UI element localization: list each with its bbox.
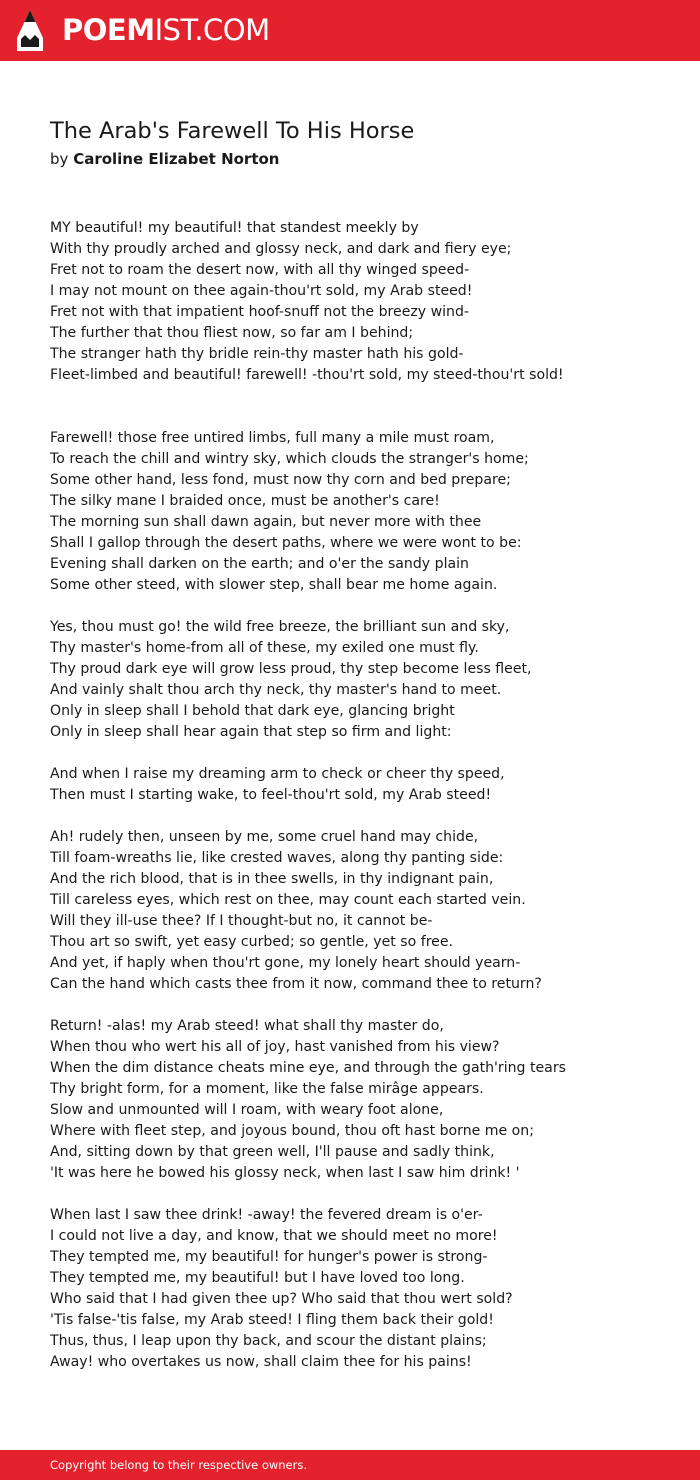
poem-line: Thy bright form, for a moment, like the false mirâge appears.: [50, 1081, 484, 1097]
stanza: [50, 764, 690, 806]
by-label: by: [50, 150, 69, 168]
site-logo[interactable]: [62, 12, 270, 48]
poem-line: Yes, thou must go! the wild free breeze, the brilliant sun and sky,: [50, 619, 510, 635]
poem-line: When thou who wert his all of joy, hast vanished from his view?: [50, 1039, 500, 1055]
stanza-gap: [50, 995, 690, 1016]
stanza-gap: [50, 743, 690, 764]
poem-line: And, sitting down by that green well, I'll pause and sadly think,: [50, 1144, 495, 1160]
poem-line: Will they ill-use thee? If I thought-but no, it cannot be-: [50, 913, 433, 929]
copyright-notice: Copyright belong to their respective owners.: [50, 1458, 308, 1472]
poem-line: Away! who overtakes us now, shall claim thee for his pains!: [50, 1354, 472, 1370]
site-header: [0, 0, 700, 61]
poem-line: Thou art so swift, yet easy curbed; so gentle, yet so free.: [50, 934, 453, 950]
stanza-gap: [50, 806, 690, 827]
poem-line: Till foam-wreaths lie, like crested waves, along thy panting side:: [50, 850, 504, 866]
stanza-gap: [50, 596, 690, 617]
poem-line: Fret not with that impatient hoof-snuff not the breezy wind-: [50, 304, 469, 320]
poem-line: Till careless eyes, which rest on thee, may count each started vein.: [50, 892, 526, 908]
poem-line: 'It was here he bowed his glossy neck, when last I saw him drink! ': [50, 1165, 520, 1181]
logo-light-text: IST.COM: [154, 13, 270, 47]
poem-line: Can the hand which casts thee from it now, command thee to return?: [50, 976, 542, 992]
poem-line: The silky mane I braided once, must be another's care!: [50, 493, 440, 509]
poem-line: Then must I starting wake, to feel-thou'rt sold, my Arab steed!: [50, 787, 492, 803]
stanza-gap: [50, 386, 690, 428]
poem-line: And vainly shalt thou arch thy neck, thy master's hand to meet.: [50, 682, 502, 698]
poem-line: Evening shall darken on the earth; and o'er the sandy plain: [50, 556, 469, 572]
poem-line: They tempted me, my beautiful! but I have loved too long.: [50, 1270, 465, 1286]
author-name[interactable]: Caroline Elizabet Norton: [73, 150, 280, 168]
poem-line: Thy master's home-from all of these, my exiled one must fly.: [50, 640, 479, 656]
poem-line: Some other steed, with slower step, shall bear me home again.: [50, 577, 498, 593]
poem-line: The further that thou fliest now, so far am I behind;: [50, 325, 414, 341]
poem-line: Shall I gallop through the desert paths, where we were wont to be:: [50, 535, 522, 551]
poem-line: When last I saw thee drink! -away! the fevered dream is o'er-: [50, 1207, 483, 1223]
poem-line: I may not mount on thee again-thou'rt sold, my Arab steed!: [50, 283, 473, 299]
poem-line: Return! -alas! my Arab steed! what shall thy master do,: [50, 1018, 444, 1034]
poem-line: Only in sleep shall I behold that dark eye, glancing bright: [50, 703, 455, 719]
poem-title: The Arab's Farewell To His Horse: [50, 118, 415, 144]
poem-line: The stranger hath thy bridle rein-thy master hath his gold-: [50, 346, 464, 362]
byline: [50, 148, 279, 170]
poem-line: Ah! rudely then, unseen by me, some cruel hand may chide,: [50, 829, 479, 845]
poem-line: And when I raise my dreaming arm to check or cheer thy speed,: [50, 766, 505, 782]
stanza: [50, 428, 690, 596]
poem-line: They tempted me, my beautiful! for hunger's power is strong-: [50, 1249, 488, 1265]
poem-line: And the rich blood, that is in thee swells, in thy indignant pain,: [50, 871, 494, 887]
poem-line: Thus, thus, I leap upon thy back, and scour the distant plains;: [50, 1333, 487, 1349]
poem-line: Fret not to roam the desert now, with all thy winged speed-: [50, 262, 470, 278]
poem-line: Only in sleep shall hear again that step so firm and light:: [50, 724, 452, 740]
poem-line: The morning sun shall dawn again, but never more with thee: [50, 514, 482, 530]
poem-line: When the dim distance cheats mine eye, and through the gath'ring tears: [50, 1060, 566, 1076]
logo-bold-text: POEM: [62, 13, 155, 47]
poem-line: Slow and unmounted will I roam, with weary foot alone,: [50, 1102, 444, 1118]
poem-line: MY beautiful! my beautiful! that standest meekly by: [50, 220, 419, 236]
poem-body: [50, 218, 690, 1373]
poem-line: Fleet-limbed and beautiful! farewell! -thou'rt sold, my steed-thou'rt sold!: [50, 367, 564, 383]
poem-line: Where with fleet step, and joyous bound, thou oft hast borne me on;: [50, 1123, 534, 1139]
pencil-tip-icon[interactable]: [16, 9, 44, 52]
poem-line: Who said that I had given thee up? Who said that thou wert sold?: [50, 1291, 513, 1307]
stanza: [50, 617, 690, 743]
poem-line: To reach the chill and wintry sky, which clouds the stranger's home;: [50, 451, 529, 467]
poem-line: 'Tis false-'tis false, my Arab steed! I fling them back their gold!: [50, 1312, 494, 1328]
poem-line: Thy proud dark eye will grow less proud, thy step become less fleet,: [50, 661, 532, 677]
stanza: [50, 218, 690, 386]
poem-line: Some other hand, less fond, must now thy corn and bed prepare;: [50, 472, 511, 488]
stanza: [50, 1205, 690, 1373]
poem-line: With thy proudly arched and glossy neck, and dark and fiery eye;: [50, 241, 512, 257]
site-footer: [0, 1450, 700, 1480]
poem-line: And yet, if haply when thou'rt gone, my lonely heart should yearn-: [50, 955, 521, 971]
stanza: [50, 827, 690, 995]
stanza-gap: [50, 1184, 690, 1205]
poem-line: Farewell! those free untired limbs, full many a mile must roam,: [50, 430, 495, 446]
poem-line: I could not live a day, and know, that we should meet no more!: [50, 1228, 498, 1244]
stanza: [50, 1016, 690, 1184]
